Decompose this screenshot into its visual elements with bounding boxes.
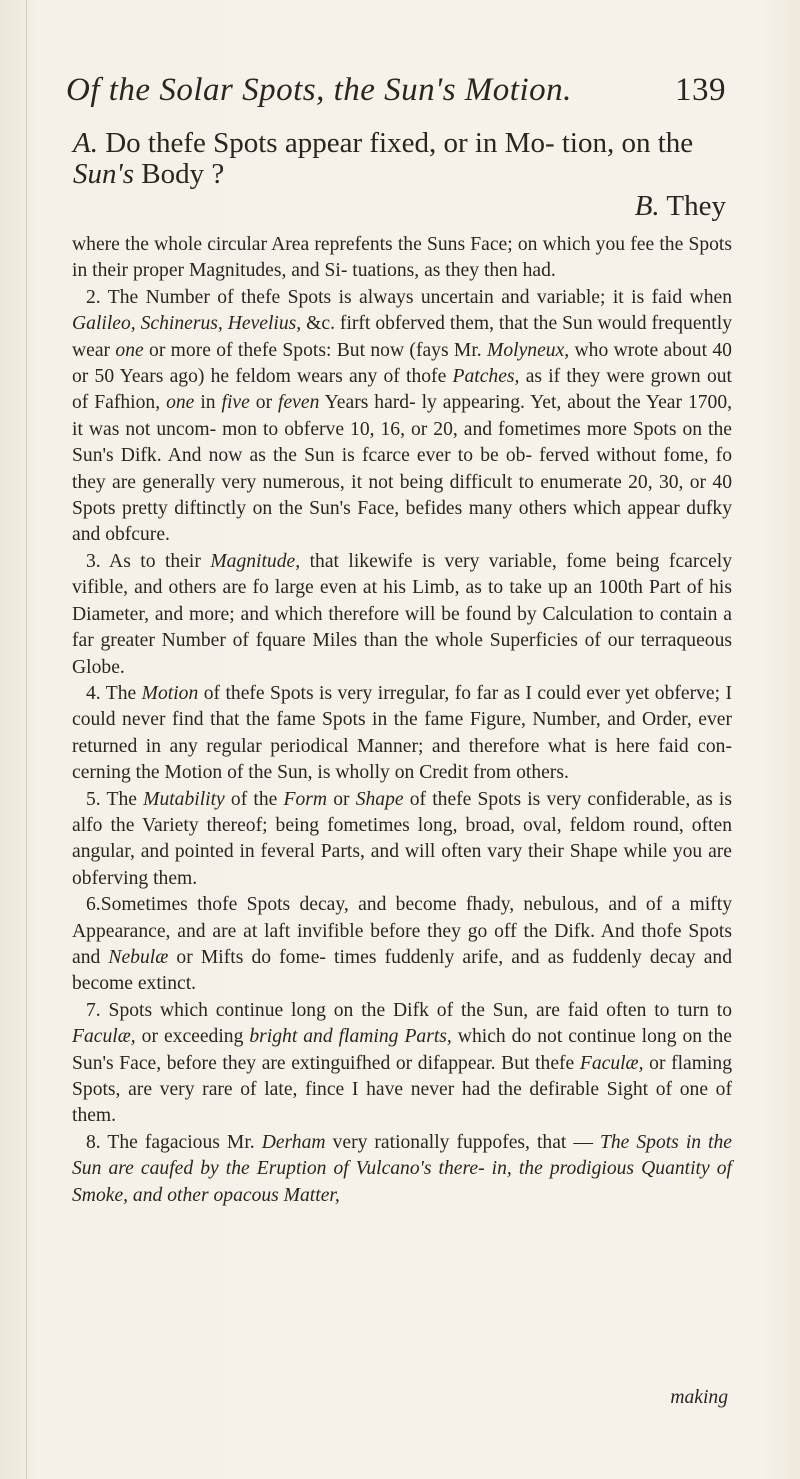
p7-c: which do not continue long on the Sun's Face, before they are extinguifhed or difappear. But thefe	[72, 1026, 732, 1074]
question-sun-word: Sun's	[73, 158, 134, 190]
answer-first-word: They	[666, 190, 726, 222]
p2-b: &c. firft obferved them, that the Sun would frequently wear	[72, 313, 732, 361]
p2-one-in: one	[166, 392, 195, 414]
catchword: making	[670, 1387, 728, 1408]
p6-b: or Mifts do fome- times fuddenly arife, and as fuddenly decay and become extinct.	[72, 946, 732, 995]
p3-magnitude: Magnitude,	[210, 550, 301, 572]
p6-a: 6.Sometimes thofe Spots decay, and become fhady, nebulous, and of a mifty Appearance, and are at laft invifible before they go off the Difk. And thofe Spots and	[72, 894, 732, 968]
p2-one: one	[115, 339, 144, 361]
p7-faculae: Faculæ,	[72, 1026, 136, 1048]
running-title: Of the Solar Spots, the Sun's Motion.	[66, 72, 572, 108]
p5-form: Form	[283, 788, 328, 810]
p2-names: Galileo, Schinerus, Hevelius,	[72, 313, 302, 335]
paragraph-1	[72, 232, 732, 285]
p2-molyneux: Molyneux,	[487, 339, 570, 361]
speaker-b: B.	[634, 190, 660, 222]
p7-d: or flaming Spots, are very rare of late, fince I have never had the defirable Sight of one of them.	[72, 1052, 733, 1127]
p7-b: or exceeding	[141, 1026, 244, 1048]
p6-nebulae: Nebulæ	[108, 946, 169, 968]
p8-derham: Derham	[261, 1131, 326, 1153]
p5-d: of thefe Spots is very confiderable, as is alfo the Variety thereof; being fometimes long, broad, oval, feldom round, often angular, and pointed in feveral Parts, and will often vary their Shape while you are obferving them.	[72, 788, 732, 889]
paragraph-5	[72, 787, 732, 893]
p8-b: very rationally fuppofes, that —	[332, 1131, 593, 1153]
paragraph-4	[72, 681, 732, 787]
p3-b: that likewife is very variable, fome being fcarcely vifible, and others are fo large even at his Limb, as to take up an 100th Part of his Diameter, and more; and which therefore will be found by Calculation to contain a far greater Number of fquare Miles than the whole Superficies of our terraqueous Globe.	[72, 550, 733, 678]
p2-seven: feven	[278, 392, 320, 414]
p8-quote: The Spots in the Sun are caufed by the Eruption of Vulcano's there- in, the prodigious Quantity of Smoke, and other opacous Matter,	[72, 1131, 732, 1206]
p2-in: in	[200, 392, 216, 414]
p2-a: 2. The Number of thefe Spots is always uncertain and variable; it is faid when	[86, 286, 732, 308]
p2-five: five	[221, 392, 250, 414]
question-line	[73, 128, 733, 190]
paragraph-2	[72, 285, 732, 549]
p4-motion: Motion	[141, 682, 199, 704]
p3-a: 3. As to their	[86, 550, 201, 572]
p2-e: as if they were grown out of Fafhion,	[72, 366, 732, 414]
p5-b: of the	[230, 788, 278, 810]
p7-bright: bright and flaming Parts,	[249, 1026, 452, 1048]
page-number: 139	[675, 72, 726, 108]
paragraph-8	[72, 1130, 732, 1209]
p2-d: who wrote about 40 or 50 Years ago) he feldom wears any of thofe	[72, 339, 732, 388]
running-header	[66, 72, 726, 109]
p2-c: or more of thefe Spots: But now (fays Mr.	[149, 339, 482, 361]
p2-patches: Patches,	[452, 366, 520, 388]
p8-a: 8. The fagacious Mr.	[86, 1131, 255, 1153]
p5-a: 5. The	[86, 788, 137, 810]
answer-start	[635, 190, 726, 223]
question-text-end: Body ?	[141, 158, 225, 190]
p2-or: or	[255, 392, 273, 414]
question-text: Do thefe Spots appear fixed, or in Mo- tion, on the	[105, 127, 694, 159]
paragraph-7	[72, 998, 732, 1130]
p1-text: where the whole circular Area reprefents the Suns Face; on which you fee the Spots in their proper Magnitudes, and Si- tuations, as they then had.	[72, 234, 732, 282]
p4-a: 4. The	[86, 682, 137, 704]
p7-faculae-2: Faculæ,	[579, 1052, 644, 1074]
speaker-a: A.	[73, 127, 98, 159]
body-text	[72, 232, 732, 1209]
p5-mutability: Mutability	[143, 788, 225, 810]
p7-a: 7. Spots which continue long on the Difk of the Sun, are faid often to turn to	[86, 999, 732, 1021]
paragraph-3	[72, 549, 732, 681]
p5-c: or	[333, 788, 350, 810]
page-gutter	[0, 0, 27, 1479]
p5-shape: Shape	[355, 788, 404, 810]
p2-f: Years hard- ly appearing. Yet, about the Year 1700, it was not uncom- mon to obferve 10, 16, or 20, and fometimes more Spots on the Sun's Difk. And now as the Sun is fcarce ever to be ob- ferved without fome, fo they are generally very numerous, it not being difficult to enumerate 20, 30, or 40 Spots pretty diftinctly on the Sun's Face, befides many others which appear dufky and obfcure.	[72, 392, 733, 546]
paragraph-6	[72, 892, 732, 998]
p4-b: of thefe Spots is very irregular, fo far as I could ever yet obferve; I could never find that the fame Spots in the fame Figure, Number, and Order, ever returned in any regular periodical Manner; and therefore what is here faid con- cerning the Motion of the Sun, is wholly on Credit from others.	[72, 682, 733, 784]
